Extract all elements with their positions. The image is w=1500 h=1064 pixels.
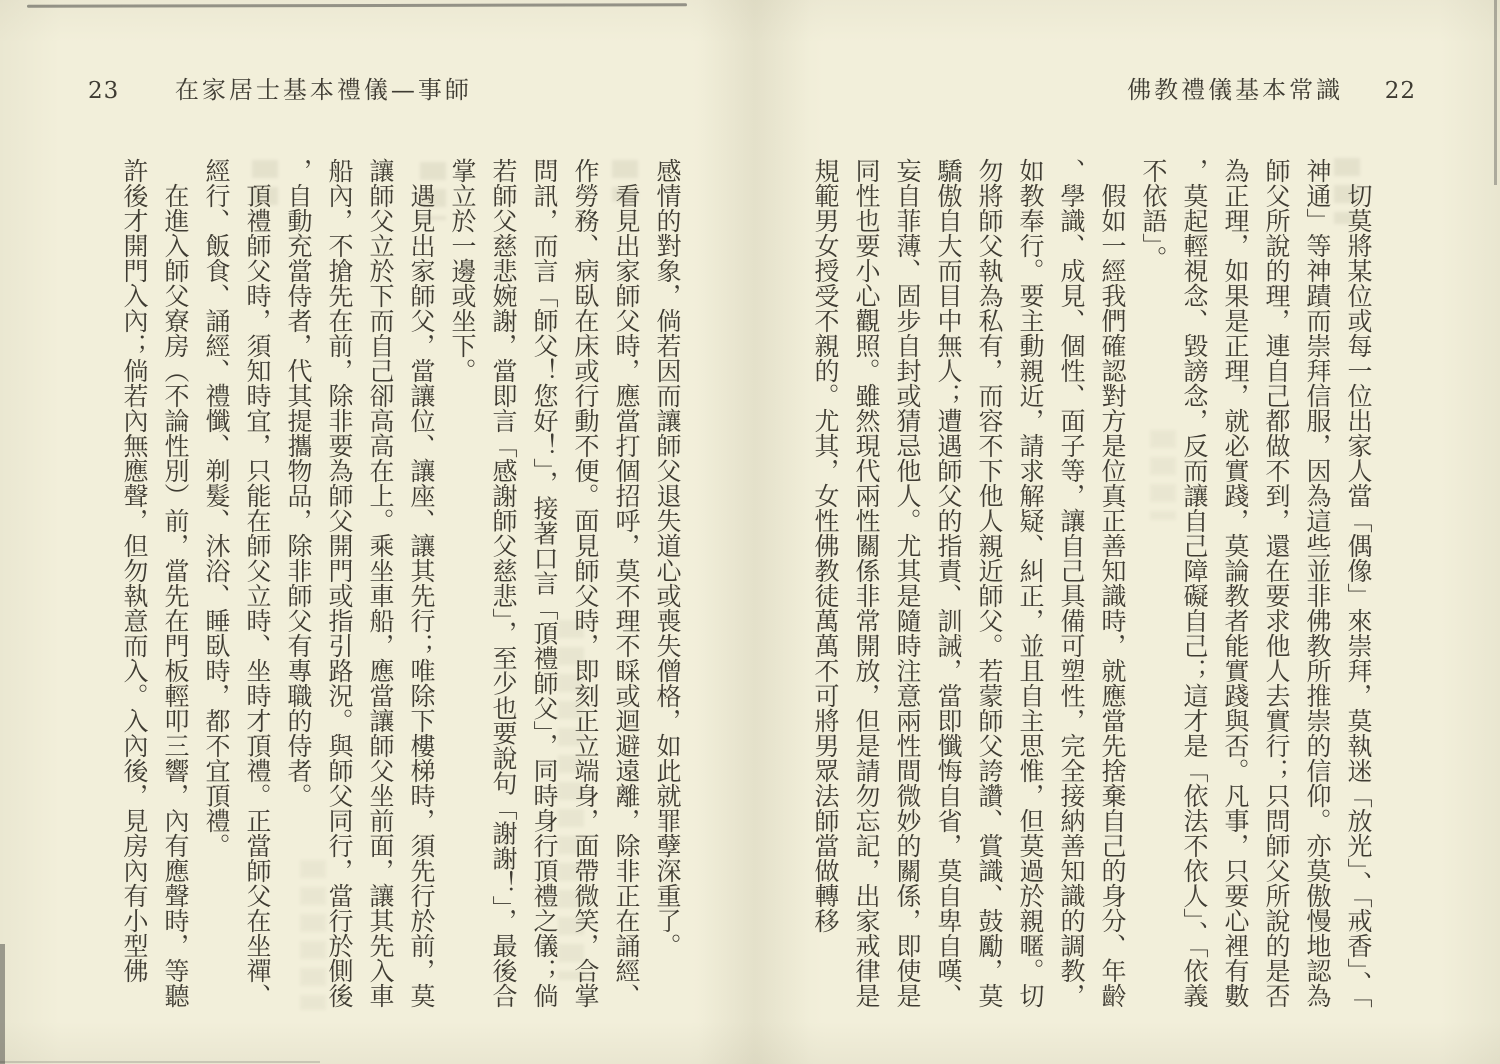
body-text-left-page (112, 158, 688, 1010)
scan-edge-artifact (1494, 0, 1497, 185)
page-gutter-shadow (698, 0, 810, 1064)
page-number: 22 (1384, 78, 1416, 104)
running-head-right (1127, 70, 1416, 105)
paragraph: 假如一經我們確認對方是位真正善知識時，就應當先捨棄自己的身分、年齡、學識、成見、個性、面子等，讓自己具備可塑性，完全接納善知識的調教，如教奉行。要主動親近，請求解疑、糾正，並且自主思惟，但莫過於親暱。切勿將師父執為私有，而容不下他人親近師父。若蒙師父誇讚、賞識、鼓勵，莫驕傲自大而目中無人；遭遇師父的指責、訓誡，當即懺悔自省，莫自卑自嘆、妄自菲薄、固步自封或猜忌他人。尤其是隨時注意兩性間微妙的關係，即使是同性也要小心觀照。雖然現代兩性關係非常開放，但是請勿忘記，出家戒律是規範男女授受不親的。尤其，女性佛教徒萬萬不可將男眾法師當做轉移 (811, 158, 1127, 1008)
paragraph: 感情的對象，倘若因而讓師父退失道心或喪失僧格，如此就罪孽深重了。 (653, 158, 682, 958)
scan-edge-artifact (0, 944, 5, 1064)
scan-edge-artifact (27, 3, 687, 7)
running-title: 在家居士基本禮儀—事師 (174, 76, 472, 104)
running-title: 佛教禮儀基本常識 (1127, 76, 1344, 104)
paragraph: 切莫將某位或每一位出家人當「偶像」來崇拜，莫執迷「放光」、「戒香」、「神通」等神蹟而崇拜信服，因為這些並非佛教所推崇的信仰。亦莫傲慢地認為師父所說的理，連自己都做不到，還在要求他人去實行；只問師父所說的是否為正理，如果是正理，就必實踐，莫論教者能實踐與否。凡事，只要心裡有數，莫起輕視念、毀謗念，反而讓自己障礙自己；這才是「依法不依人」、「依義不依語」。 (1139, 158, 1373, 1008)
paragraph: 在進入師父寮房（不論性別）前，當先在門板輕叩三響，內有應聲時，等聽許後才開門入內；倘若內無應聲，但勿執意而入。入內後，見房內有小型佛 (120, 158, 190, 1008)
paragraph: 看見出家師父時，應當打個招呼，莫不理不睬或迴避遠離，除非正在誦經、作勞務、病臥在床或行動不便。面見師父時，即刻正立端身，面帶微笑，合掌問訊，而言「師父！您好！」，接著口言「頂禮師父」，同時身行頂禮之儀；倘若師父慈悲婉謝，當即言「感謝師父慈悲」，至少也要說句「謝謝！」，最後合掌立於一邊或坐下。 (448, 158, 641, 1008)
page-number: 23 (88, 78, 120, 104)
running-head-left (88, 70, 472, 105)
body-text-right-page (803, 158, 1379, 1010)
paragraph: 遇見出家師父，當讓位、讓座、讓其先行；唯除下樓梯時，須先行於前，莫讓師父立於下而自己卻高高在上。乘坐車船，應當讓師父坐前面，讓其先入車船內，不搶先在前，除非要為師父開門或指引路況。與師父同行，當行於側後，自動充當侍者，代其提攜物品，除非師父有專職的侍者。 (284, 158, 436, 1008)
scan-edge-artifact (0, 1061, 320, 1063)
paragraph: 頂禮師父時，須知時宜，只能在師父立時、坐時才頂禮。正當師父在坐禪、經行、飯食、誦經、禮懺、剃髮、沐浴、睡臥時，都不宜頂禮。 (202, 158, 272, 1008)
